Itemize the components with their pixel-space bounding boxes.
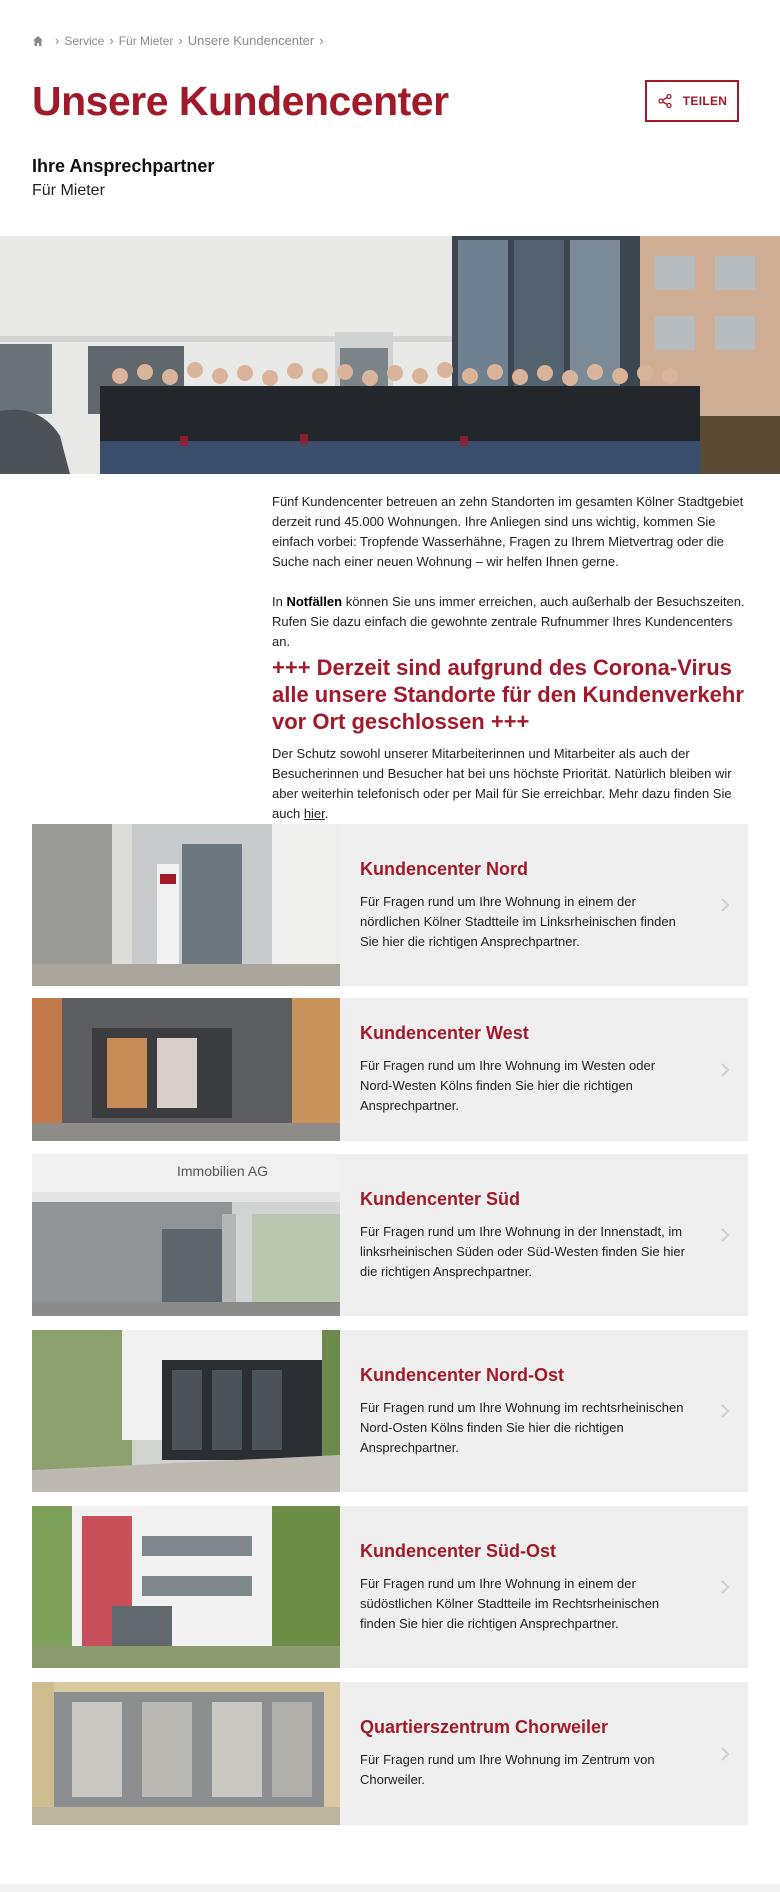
footer-divider — [0, 1884, 780, 1892]
center-title: Kundencenter Nord — [360, 858, 529, 879]
chevron-right-icon — [720, 1227, 730, 1243]
breadcrumb-separator: › — [178, 33, 183, 48]
intro-paragraph-1: Fünf Kundencenter betreuen an zehn Standorten im gesamten Kölner Stadtgebiet derzeit rund 45.000 Wohnungen. Ihre Anliegen sind uns wichtig, kommen Sie einfach vorbei: Tropfende Wasserhähne, Fragen zu Ihrem Mietvertrag oder die Suche nach einer neuen Wohnung – wir helfen Ihnen gerne. — [272, 494, 744, 569]
page-title: Unsere Kundencenter — [32, 78, 449, 124]
share-button-label: TEILEN — [682, 94, 728, 108]
center-image-sued — [32, 1154, 340, 1316]
breadcrumb-separator: › — [109, 33, 114, 48]
center-description: Für Fragen rund um Ihre Wohnung im rechtsrheinischen Nord-Osten Kölns finden Sie hier die richtigen Ansprechpartner. — [360, 1399, 684, 1455]
chevron-right-icon — [720, 1579, 730, 1595]
breadcrumb — [32, 33, 329, 48]
share-button[interactable] — [645, 80, 739, 122]
center-description: Für Fragen rund um Ihre Wohnung in einem der südöstlichen Kölner Stadtteile im Rechtsrheinischen finden Sie hier die richtigen Ansprechpartner. — [360, 1575, 660, 1631]
center-description: Für Fragen rund um Ihre Wohnung in der Innenstadt, im linksrheinischen Süden oder Süd-Westen finden Sie hier die richtigen Ansprechpartner. — [360, 1223, 685, 1279]
center-description: Für Fragen rund um Ihre Wohnung im Zentrum von Chorweiler. — [360, 1752, 655, 1787]
center-card-sued[interactable] — [32, 1154, 748, 1316]
center-title: Kundencenter Nord-Ost — [360, 1364, 565, 1385]
chevron-right-icon — [720, 897, 730, 913]
section-subsubtitle: Für Mieter — [32, 182, 105, 199]
corona-alert-text — [272, 744, 748, 824]
corona-alert-body: Der Schutz sowohl unserer Mitarbeiterinnen und Mitarbeiter als auch der Besucherinnen und Besucher hat bei uns höchste Priorität. Natürlich bleiben wir aber weiterhin telefonisch oder per Mail für Sie erreichbar. Mehr dazu finden Sie auch — [272, 746, 732, 821]
breadcrumb-separator: › — [319, 33, 324, 48]
center-description: Für Fragen rund um Ihre Wohnung in einem der nördlichen Kölner Stadtteile im Linksrheinischen finden Sie hier die richtigen Ansprechpartner. — [360, 893, 676, 949]
center-card-sued-ost[interactable] — [32, 1506, 748, 1668]
corona-alert-title: +++ Derzeit sind aufgrund des Corona-Virus alle unsere Standorte für den Kundenverkehr vor Ort geschlossen +++ — [272, 655, 744, 734]
center-body-west — [340, 998, 748, 1141]
center-image-nord-ost — [32, 1330, 340, 1492]
more-info-link[interactable]: hier — [303, 806, 325, 821]
center-card-west[interactable] — [32, 998, 748, 1141]
center-image-sued-ost — [32, 1506, 340, 1668]
home-icon[interactable] — [32, 35, 44, 47]
intro-paragraph-2 — [272, 592, 748, 652]
intro-text — [272, 492, 748, 672]
center-body-sued — [340, 1154, 748, 1316]
chevron-right-icon — [720, 1062, 730, 1078]
center-description: Für Fragen rund um Ihre Wohnung im Westen oder Nord-Westen Kölns finden Sie hier die richtigen Ansprechpartner. — [360, 1058, 656, 1113]
corona-alert-end: . — [324, 806, 329, 821]
center-title: Quartierszentrum Chorweiler — [360, 1717, 609, 1737]
center-card-nord[interactable] — [32, 824, 748, 986]
center-body-nord — [340, 824, 748, 986]
center-body-sued-ost — [340, 1506, 748, 1668]
center-body-nord-ost — [340, 1330, 748, 1492]
breadcrumb-item-current[interactable]: Unsere Kundencenter — [187, 33, 315, 48]
center-title: Kundencenter West — [360, 1023, 529, 1043]
chevron-right-icon — [720, 1403, 730, 1419]
hero-team-photo — [0, 236, 780, 474]
center-image-nord — [32, 824, 340, 986]
center-card-chorweiler[interactable] — [32, 1682, 748, 1825]
breadcrumb-separator: › — [55, 33, 60, 48]
center-card-nord-ost[interactable] — [32, 1330, 748, 1492]
intro-p2-suffix: können Sie uns immer erreichen, auch außerhalb der Besuchszeiten. Rufen Sie dazu einfach die gewohnte zentrale Rufnummer Ihres Kundencenters an. — [272, 594, 745, 649]
center-image-west — [32, 998, 340, 1141]
intro-p2-prefix: In — [272, 594, 287, 609]
center-body-chorweiler — [340, 1682, 748, 1825]
svg-text:Immobilien AG: Immobilien AG — [177, 1163, 269, 1179]
center-title: Kundencenter Süd — [360, 1188, 521, 1209]
intro-p2-bold: Notfällen — [286, 594, 343, 609]
breadcrumb-item-service[interactable]: Service — [64, 33, 105, 48]
breadcrumb-item-fuer-mieter[interactable]: Für Mieter — [118, 33, 174, 48]
center-title: Kundencenter Süd-Ost — [360, 1540, 557, 1561]
share-icon — [657, 93, 673, 109]
chevron-right-icon — [720, 1746, 730, 1762]
center-image-chorweiler — [32, 1682, 340, 1825]
section-subtitle: Ihre Ansprechpartner — [32, 156, 215, 176]
